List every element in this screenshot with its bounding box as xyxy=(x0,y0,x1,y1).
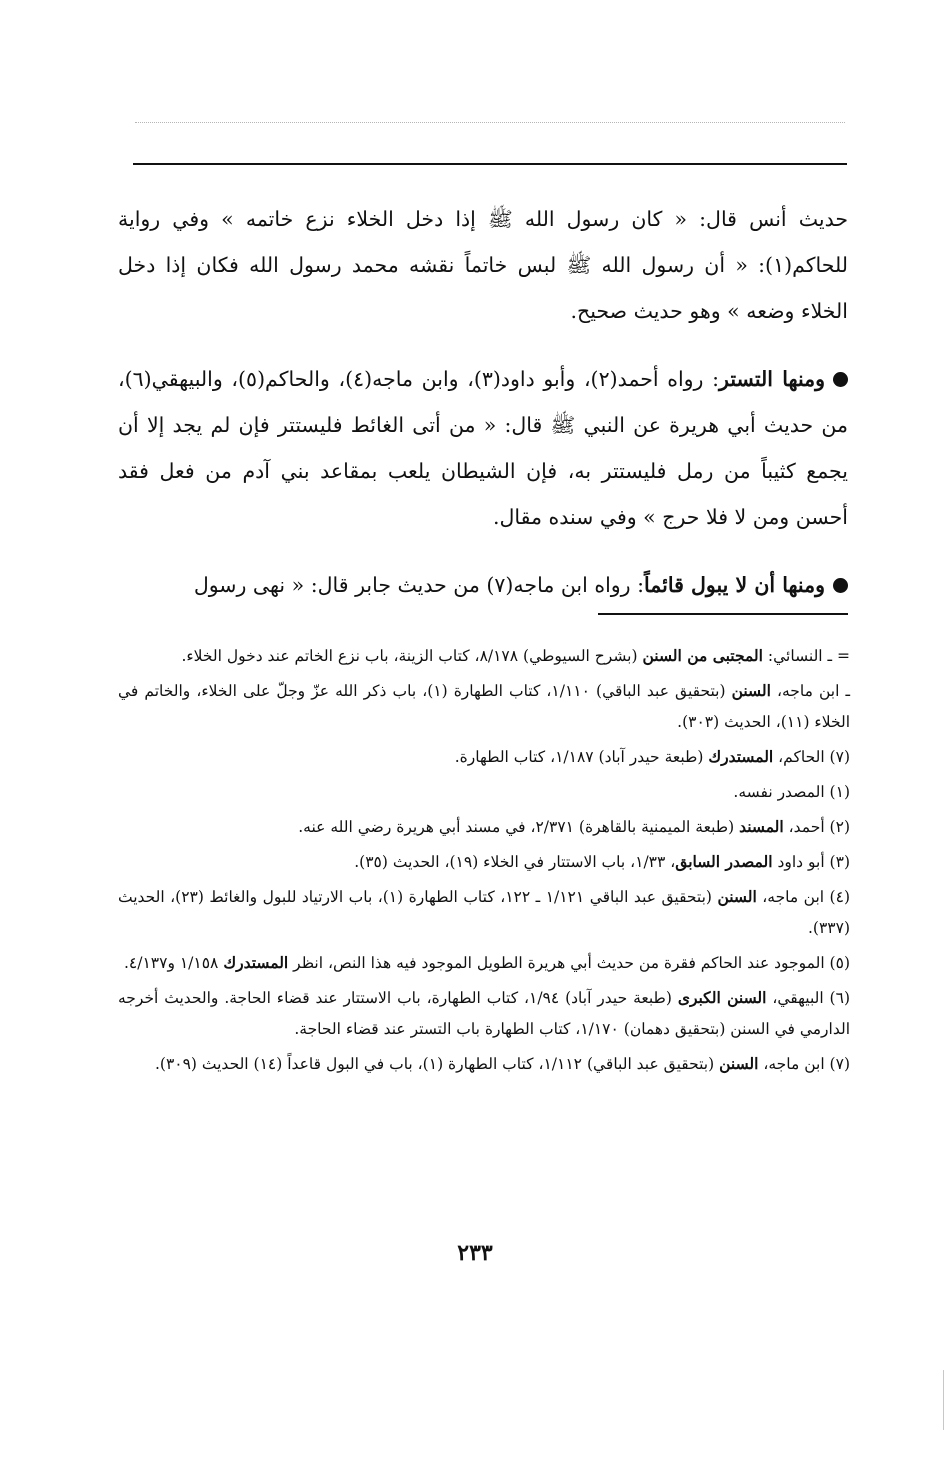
bullet-icon xyxy=(833,578,848,593)
footnote-source: السنن الكبرى xyxy=(677,988,767,1007)
page-number: ٢٣٣ xyxy=(457,1240,493,1266)
paragraph-2 xyxy=(118,356,848,540)
page-edge xyxy=(943,1370,944,1430)
footnote-text: (٣) أبو داود xyxy=(772,853,850,871)
footnote-source: المجتبى من السنن xyxy=(642,646,763,665)
footnote xyxy=(118,811,850,843)
footnote-text: (بشرح السيوطي) ٨/١٧٨، كتاب الزينة، باب نزع الخاتم عند دخول الخلاء. xyxy=(181,647,643,665)
footnote xyxy=(118,846,850,878)
paragraph-1 xyxy=(118,196,848,334)
footnote-text: ١/١٥٨ و٤/١٣٧. xyxy=(123,954,224,972)
footnote-text: (٥) الموجود عند الحاكم فقرة من حديث أبي هريرة الطويل الموجود فيه هذا النص، انظر xyxy=(288,954,850,972)
footnote-source: المصدر السابق xyxy=(675,852,773,871)
footnote xyxy=(118,982,850,1045)
footnote xyxy=(118,1048,850,1080)
footnote-text: = ـ النسائي: xyxy=(762,647,850,665)
footnote xyxy=(118,675,850,738)
paragraph-3-text: : رواه ابن ماجه(٧) من حديث جابر قال: « نهى رسول xyxy=(193,573,645,597)
paragraph-1-text: حديث أنس قال: « كان رسول الله ﷺ إذا دخل الخلاء نزع خاتمه » وفي رواية للحاكم(١): « أن رسول الله ﷺ لبس خاتماً نقشه محمد رسول الله فكان إذا دخل الخلاء وضعه » وهو حديث صحيح. xyxy=(118,207,848,323)
footnote-source: السنن xyxy=(719,1054,759,1073)
footnote-text: ـ ابن ماجه، xyxy=(770,682,850,700)
footnote-text: (طبعة حيدر آباد) ١/٩٤، كتاب الطهارة، باب الاستتار عند قضاء الحاجة. والحديث أخرجه الدارمي في السنن (بتحقيق دهمان) ١/١٧٠، كتاب الطهارة باب التستر عند قضاء الحاجة. xyxy=(118,989,850,1038)
footnote-text: (٢) أحمد، xyxy=(783,818,850,836)
footnote xyxy=(118,776,850,808)
footnote-source: السنن xyxy=(717,887,757,906)
footnote-source: المستدرك xyxy=(708,747,774,766)
paragraph-2-text: : رواه أحمد(٢)، وأبو داود(٣)، وابن ماجه(٤)، والحاكم(٥)، والبيهقي(٦)، من حديث أبي هريرة عن النبي ﷺ قال: « من أتى الغائط فليستتر فإن لم يجد إلا أن يجمع كثيباً من رمل فليستتر به، فإن الشيطان يلعب بمقاعد بني آدم من فعل فقد أحسن ومن لا فلا حرج » وفي سنده مقال. xyxy=(118,367,848,529)
footnotes xyxy=(118,640,850,1083)
footnote-text: (٦) البيهقي، xyxy=(766,989,850,1007)
footnote-text: (٤) ابن ماجه، xyxy=(756,888,850,906)
paragraph-3 xyxy=(118,562,848,608)
footnote-source: المستدرك xyxy=(223,953,289,972)
footnote-text: (طبعة الميمنية بالقاهرة) ٢/٣٧١، في مسند أبي هريرة رضي الله عنه. xyxy=(298,818,740,836)
footnote xyxy=(118,640,850,672)
paragraph-2-title: ومنها التستر xyxy=(719,367,826,391)
footnote-text: (١) المصدر نفسه. xyxy=(733,783,850,801)
footnote-source: السنن xyxy=(731,681,771,700)
footnote-separator xyxy=(598,613,848,615)
footnote xyxy=(118,881,850,944)
header-dotted-line xyxy=(135,122,845,129)
header-rule xyxy=(133,163,847,165)
footnote-source: المسند xyxy=(739,817,784,836)
footnote-text: (٧) ابن ماجه، xyxy=(758,1055,850,1073)
footnote xyxy=(118,947,850,979)
footnote-text: (بتحقيق عبد الباقي) ١/١١٢، كتاب الطهارة (١)، باب في البول قاعداً (١٤) الحديث (٣٠٩). xyxy=(154,1055,720,1073)
footnote-text: (بتحقيق عبد الباقي) ١/١١٠، كتاب الطهارة (١)، باب ذكر الله عزّ وجلّ على الخلاء، والخاتم في الخلاء (١١)، الحديث (٣٠٣). xyxy=(118,682,850,731)
paragraph-3-title: ومنها أن لا يبول قائماً xyxy=(644,573,825,597)
footnote-text: (بتحقيق عبد الباقي ١/١٢١ ـ ١٢٢، كتاب الطهارة (١)، باب الارتياد للبول والغائط (٢٣)، الحديث (٣٣٧). xyxy=(118,888,850,937)
footnote-text: (٧) الحاكم، xyxy=(773,748,850,766)
footnote-text: (طبعة حيدر آباد) ١/١٨٧، كتاب الطهارة. xyxy=(454,748,709,766)
footnote-text: ، ١/٣٣، باب الاستتار في الخلاء (١٩)، الحديث (٣٥). xyxy=(354,853,676,871)
footnote xyxy=(118,741,850,773)
main-text xyxy=(118,196,848,630)
bullet-icon xyxy=(833,372,848,387)
